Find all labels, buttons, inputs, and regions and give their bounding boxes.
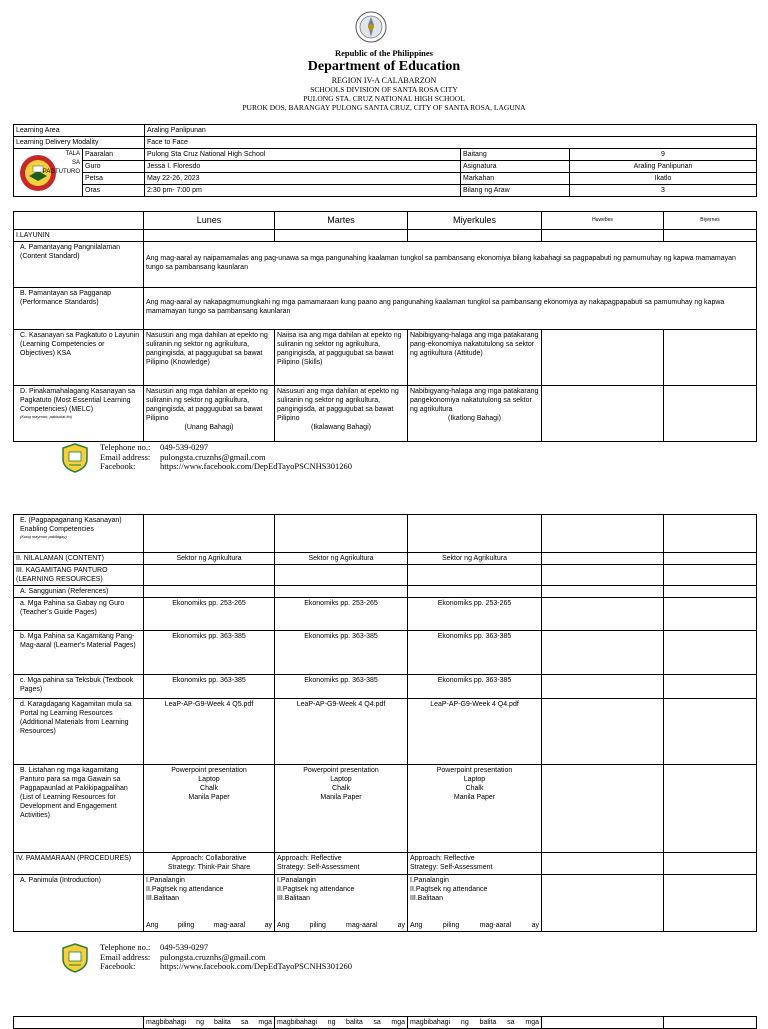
material-item: Laptop xyxy=(198,776,220,783)
approach-miyerkules xyxy=(408,853,542,875)
melc-miyerkules-part: (Ikatlong Bahagi) xyxy=(448,415,501,422)
teacher-guide-lunes: Ekonomiks pp. 253-265 xyxy=(144,598,275,631)
teacher-guide-label: a. Mga Pahina sa Gabay ng Guro (Teacher's Guide Pages) xyxy=(14,598,144,631)
oras-label: Oras xyxy=(83,185,145,197)
learner-material-label: b. Mga Pahina sa Kagamitang Pang-Mag-aaral (Learner's Material Pages) xyxy=(14,631,144,675)
contact-block-2 xyxy=(100,943,500,972)
learning-resources-list-label: B. Listahan ng mga kagamitang Panturo para sa mga Gawain sa Pagpapaunlad at Pakikipagpalihan (List of Learning Resources for Development and Engagement Activities) xyxy=(14,765,144,853)
additional-materials-label: d. Karagdagang Kagamitan mula sa Portal ng Learning Resources (Additional Materials from Learning Resources) xyxy=(14,699,144,765)
material-item: Laptop xyxy=(463,776,486,783)
tala-line-3: PAGTUTURO xyxy=(42,169,80,175)
next-page-martes: magbibahagi ng balita sa mga xyxy=(275,1017,408,1029)
bilang-label: Bilang ng Araw xyxy=(461,185,570,197)
division-line: SCHOOLS DIVISION OF SANTA ROSA CITY xyxy=(310,85,458,94)
textbook-lunes: Ekonomiks pp. 363-385 xyxy=(144,675,275,699)
email-label: Email address: xyxy=(100,951,151,962)
tala-line-1: TALA xyxy=(65,151,80,157)
melc-note: (Kung mayroon, pakisulat ito) xyxy=(20,414,73,419)
next-page-lunes: magbibahagi ng balita sa mga xyxy=(144,1017,275,1029)
learner-material-miyerkules: Ekonomiks pp. 363-385 xyxy=(408,631,542,675)
approach-martes xyxy=(275,853,408,875)
lesson-table-page2 xyxy=(13,514,757,932)
telephone-label: Telephone no.: xyxy=(100,942,151,952)
learning-area-value: Araling Panlipunan xyxy=(145,125,757,137)
teacher-guide-miyerkules: Ekonomiks pp. 253-265 xyxy=(408,598,542,631)
info-table xyxy=(13,124,757,197)
learner-material-martes: Ekonomiks pp. 363-385 xyxy=(275,631,408,675)
material-item: Chalk xyxy=(200,785,218,792)
panimula-label: A. Panimula (Introduction) xyxy=(14,875,144,932)
panimula-line: I.Panalangin xyxy=(410,877,449,884)
petsa-label: Petsa xyxy=(83,173,145,185)
melc-martes-part: (Ikalawang Bahagi) xyxy=(311,424,371,431)
teacher-guide-martes: Ekonomiks pp. 253-265 xyxy=(275,598,408,631)
nilalaman-label: II. NILALAMAN (CONTENT) xyxy=(14,553,144,565)
region-line: REGION IV-A CALABARZON xyxy=(331,76,437,85)
oras-value: 2:30 pm- 7:00 pm xyxy=(145,185,461,197)
next-page-miyerkules: magbibahagi ng balita sa mga xyxy=(408,1017,542,1029)
panimula-tail: Ang piling mag-aaral ay xyxy=(410,922,539,929)
panimula-line: III.Balitaan xyxy=(410,895,444,902)
material-item: Chalk xyxy=(465,785,484,792)
paaralan-label: Paaralan xyxy=(83,149,145,161)
additional-materials-martes: LeaP-AP-G9-Week 4 Q4.pdf xyxy=(275,699,408,765)
kagamitan-label: III. KAGAMITANG PANTURO (LEARNING RESOURCES) xyxy=(14,565,144,586)
panimula-line: II.Pagtsek ng attendance xyxy=(277,886,355,893)
strategy-text: Strategy: Self-Assessment xyxy=(277,864,360,871)
guro-label: Guro xyxy=(83,161,145,173)
additional-materials-lunes: LeaP-AP-G9-Week 4 Q5.pdf xyxy=(144,699,275,765)
additional-materials-miyerkules: LeaP-AP-G9-Week 4 Q4.pdf xyxy=(408,699,542,765)
approach-text: Approach: Reflective xyxy=(410,855,475,862)
material-item: Chalk xyxy=(332,785,350,792)
contact-block-1 xyxy=(100,443,500,472)
telephone-value: 049-539-0297 xyxy=(160,942,209,952)
melc-martes: Nasusuri ang mga dahilan at epekto ng suliranin ng sektor ng agrikultura, pangingisda, at paggugubat sa bawat Pilipino xyxy=(277,388,399,422)
baitang-value: 9 xyxy=(570,149,757,161)
panimula-line: I.Panalangin xyxy=(277,877,316,884)
facebook-label: Facebook: xyxy=(100,961,136,971)
learning-competencies-label: C. Kasanayan sa Pagkatuto o Layunin (Learning Competencies or Objectives) KSA xyxy=(14,330,144,386)
competency-martes: Naiisa isa ang mga dahilan at epekto ng suliranin ng sektor ng agrikultura, pangingisda, at paggugubat sa bawat Pilipino (Skills) xyxy=(275,330,408,386)
competency-lunes: Nasusuri ang mga dahilan at epekto ng suliranin ng sektor ng agrikultura, pangingisda, at paggugubat sa bawat Pilipino (Knowledge) xyxy=(144,330,275,386)
telephone-value: 049-539-0297 xyxy=(160,442,209,452)
email-value: pulongsta.cruznhs@gmail.com xyxy=(160,951,266,962)
day-header-biyernes: Biyernes xyxy=(664,212,757,230)
panimula-martes xyxy=(275,875,408,932)
panimula-line: III.Balitaan xyxy=(277,895,311,902)
textbook-label: c. Mga pahina sa Teksbuk (Textbook Pages) xyxy=(14,675,144,699)
guro-value: Jessa I. Floresdo xyxy=(145,161,461,173)
melc-lunes: Nasusuri ang mga dahilan at epekto ng suliranin ng sektor ng agrikultura, pangingisda, at paggugubat sa bawat Pilipino xyxy=(146,388,268,422)
material-item: Powerpoint presentation xyxy=(303,767,379,774)
materials-miyerkules xyxy=(408,765,542,853)
sektor-lunes: Sektor ng Agrikultura xyxy=(144,553,275,565)
day-header-miyerkules: Miyerkules xyxy=(408,212,542,230)
department-title: Department of Education xyxy=(307,59,461,74)
enabling-note: (Kung mayroon pakilagay) xyxy=(20,534,67,539)
modality-label: Learning Delivery Modality xyxy=(14,137,145,149)
deped-seal xyxy=(355,11,387,43)
material-item: Manila Paper xyxy=(188,794,230,801)
republic-line: Republic of the Philippines xyxy=(334,48,433,58)
melc-label: D. Pinakamahalagang Kasanayan sa Pagkatuto (Most Essential Learning Competencies) (MELC) xyxy=(20,388,136,413)
panimula-tail: Ang piling mag-aaral ay xyxy=(277,922,405,929)
paaralan-value: Pulong Sta Cruz National High School xyxy=(145,149,461,161)
footer-logo-1 xyxy=(60,443,90,473)
panimula-tail: Ang piling mag-aaral ay xyxy=(146,922,272,929)
material-item: Powerpoint presentation xyxy=(171,767,247,774)
asignatura-label: Asignatura xyxy=(461,161,570,173)
panimula-lunes xyxy=(144,875,275,932)
learning-area-label: Learning Area xyxy=(14,125,145,137)
footer-logo-2 xyxy=(60,943,90,973)
day-header-lunes: Lunes xyxy=(144,212,275,230)
approach-text: Approach: Reflective xyxy=(277,855,342,862)
panimula-line: I.Panalangin xyxy=(146,877,185,884)
material-item: Manila Paper xyxy=(453,794,496,801)
day-header-blank xyxy=(14,212,144,230)
tala-line-2: SA xyxy=(71,160,80,166)
pamamaraan-label: IV. PAMAMARAAN (PROCEDURES) xyxy=(14,853,144,875)
day-header-martes: Martes xyxy=(275,212,408,230)
materials-lunes xyxy=(144,765,275,853)
email-value: pulongsta.cruznhs@gmail.com xyxy=(160,451,266,462)
asignatura-value: Araling Panlipunan xyxy=(570,161,757,173)
melc-miyerkules: Nabibigyang-halaga ang mga patakarang pangekonomiya nakatutulong sa sektor ng agrikultura xyxy=(410,388,539,413)
lesson-table-page3 xyxy=(13,1016,757,1029)
performance-standard-label: B. Pamantayan sa Pagganap (Performance Standards) xyxy=(14,288,144,330)
panimula-line: III.Balitaan xyxy=(146,895,180,902)
approach-lunes xyxy=(144,853,275,875)
day-header-huwebes: Huwebes xyxy=(542,212,664,230)
textbook-martes: Ekonomiks pp. 363-385 xyxy=(275,675,408,699)
competency-miyerkules: Nabibigyang-halaga ang mga patakarang pang-ekonomiya nakatutulong sa sektor ng agrikultura (Attitude) xyxy=(408,330,542,386)
facebook-link[interactable]: https://www.facebook.com/DepEdTayoPSCNHS301260 xyxy=(160,461,352,471)
melc-lunes-part: (Unang Bahagi) xyxy=(184,424,234,431)
facebook-label: Facebook: xyxy=(100,461,136,471)
strategy-text: Strategy: Think-Pair Share xyxy=(167,864,251,871)
layunin-heading: I.LAYUNIN xyxy=(14,230,144,242)
textbook-miyerkules: Ekonomiks pp. 363-385 xyxy=(408,675,542,699)
logo-cell xyxy=(14,149,83,197)
school-line: PULONG STA. CRUZ NATIONAL HIGH SCHOOL xyxy=(303,94,465,103)
bilang-value: 3 xyxy=(570,185,757,197)
telephone-label: Telephone no.: xyxy=(100,442,151,452)
sanggunian-label: A. Sanggunian (References) xyxy=(14,586,144,598)
approach-text: Approach: Collaborative xyxy=(171,855,247,862)
panimula-line: II.Pagtsek ng attendance xyxy=(410,886,488,893)
address-line: PUROK DOS, BARANGAY PULONG SANTA CRUZ, CITY OF SANTA ROSA, LAGUNA xyxy=(242,103,526,112)
panimula-miyerkules xyxy=(408,875,542,932)
content-standard-label: A. Pamantayang Pangnilalaman (Content Standard) xyxy=(14,242,144,288)
baitang-label: Baitang xyxy=(461,149,570,161)
strategy-text: Strategy: Self-Assessment xyxy=(410,864,493,871)
material-item: Manila Paper xyxy=(320,794,362,801)
materials-martes xyxy=(275,765,408,853)
content-standard-text: Ang mag-aaral ay naipamamalas ang pag-unawa sa mga pangunahing kaalaman tungkol sa pambansang ekonomiya bilang kabahagi sa pagpapabuti ng pamumuhay ng kapwa mamamayan tungo sa pambansang kaunlaran xyxy=(144,242,757,288)
material-item: Powerpoint presentation xyxy=(436,767,513,774)
email-label: Email address: xyxy=(100,451,151,462)
panimula-line: II.Pagtsek ng attendance xyxy=(146,886,224,893)
material-item: Laptop xyxy=(330,776,352,783)
markahan-value: Ikatlo xyxy=(570,173,757,185)
performance-standard-text: Ang mag-aaral ay nakapagmumungkahi ng mga pamamaraan kung paano ang pangunahing kaalaman tungkol sa pambansang ekonomiya ay nakapagpapabuti sa pamumuhay ng kapwa mamamayan tungo sa pambansang kaunlaran xyxy=(144,288,757,330)
sektor-miyerkules: Sektor ng Agrikultura xyxy=(408,553,542,565)
petsa-value: May 22-26, 2023 xyxy=(145,173,461,185)
sektor-martes: Sektor ng Agrikultura xyxy=(275,553,408,565)
lesson-table-page1 xyxy=(13,211,757,442)
modality-value: Face to Face xyxy=(145,137,757,149)
enabling-competencies-label: E. (Pagpapaganang Kasanayan) Enabling Competencies xyxy=(20,517,122,533)
facebook-link[interactable]: https://www.facebook.com/DepEdTayoPSCNHS301260 xyxy=(160,961,352,971)
markahan-label: Markahan xyxy=(461,173,570,185)
learner-material-lunes: Ekonomiks pp. 363-385 xyxy=(144,631,275,675)
